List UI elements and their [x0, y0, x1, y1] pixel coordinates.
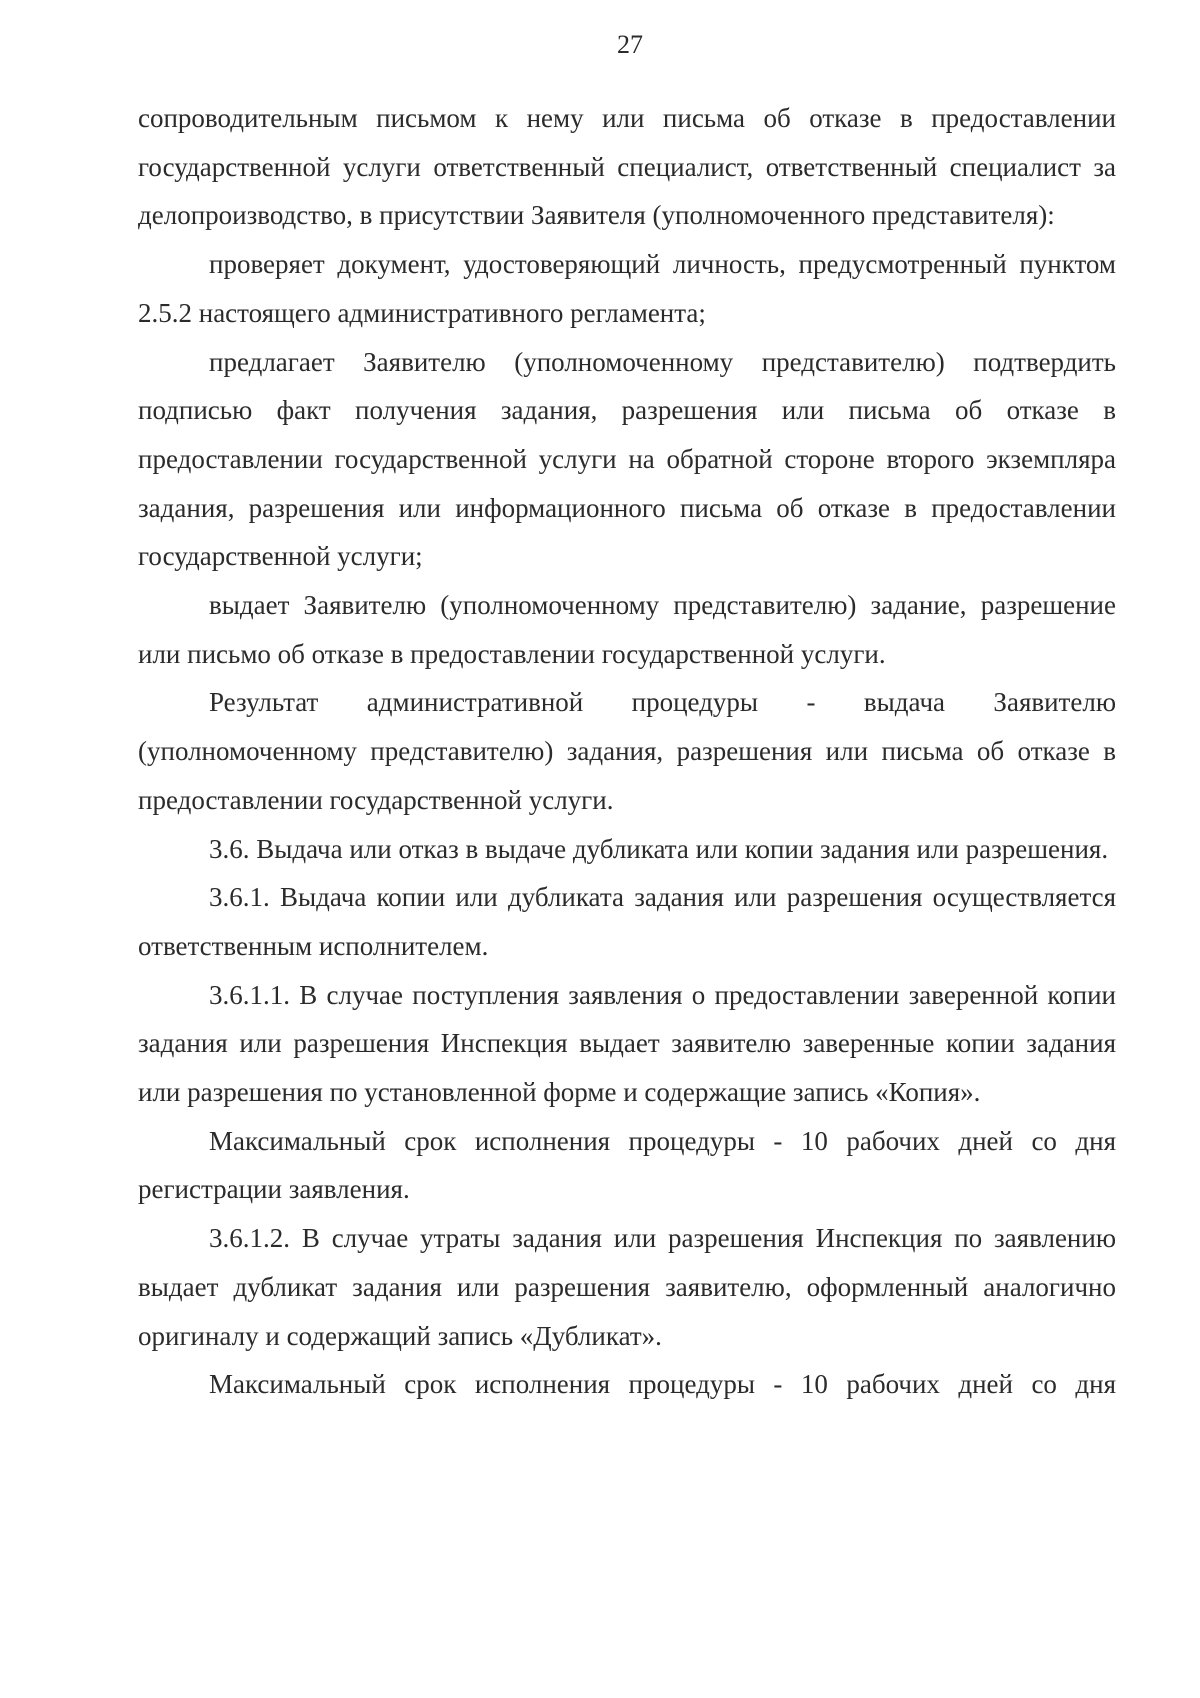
- paragraph: сопроводительным письмом к нему или письма об отказе в предоставлении государственной услуги ответственный специалист, ответственный специалист за делопроизводство, в присутствии Заявителя (уполномоченного представителя):: [138, 103, 1116, 231]
- paragraph: выдает Заявителю (уполномоченному представителю) задание, разрешение или письмо об отказе в предоставлении государственной услуги.: [138, 590, 1116, 669]
- paragraph: 3.6. Выдача или отказ в выдаче дубликата или копии задания или разрешения.: [209, 833, 1109, 864]
- paragraph: предлагает Заявителю (уполномоченному представителю) подтвердить подписью факт получения задания, разрешения или письма об отказе в предоставлении государственной услуги на обратной стороне второго экземпляра задания, разрешения или информационного письма об отказе в предоставлении государственной услуги;: [138, 346, 1116, 572]
- document-body: [138, 94, 1116, 1409]
- paragraph: Максимальный срок исполнения процедуры - 10 рабочих дней со дня регистрации заявления.: [138, 1125, 1116, 1205]
- paragraph: 3.6.1. Выдача копии или дубликата задания или разрешения осуществляется ответственным исполнителем.: [138, 882, 1116, 961]
- paragraph: 3.6.1.2. В случае утраты задания или разрешения Инспекция по заявлению выдает дубликат задания или разрешения заявителю, оформленный аналогично оригиналу и содержащий запись «Дубликат».: [138, 1223, 1116, 1351]
- page-number: 27: [617, 30, 643, 59]
- paragraph: 3.6.1.1. В случае поступления заявления о предоставлении заверенной копии задания или разрешения Инспекция выдает заявителю заверенные копии задания или разрешения по установленной форме и содержащие запись «Копия».: [138, 979, 1116, 1108]
- paragraph: Максимальный срок исполнения процедуры - 10 рабочих дней со дня: [209, 1369, 1116, 1400]
- paragraph: проверяет документ, удостоверяющий личность, предусмотренный пунктом 2.5.2 настоящего административного регламента;: [138, 249, 1116, 328]
- paragraph: Результат административной процедуры - выдача Заявителю (уполномоченному представителю) задания, разрешения или письма об отказе в предоставлении государственной услуги.: [138, 687, 1116, 815]
